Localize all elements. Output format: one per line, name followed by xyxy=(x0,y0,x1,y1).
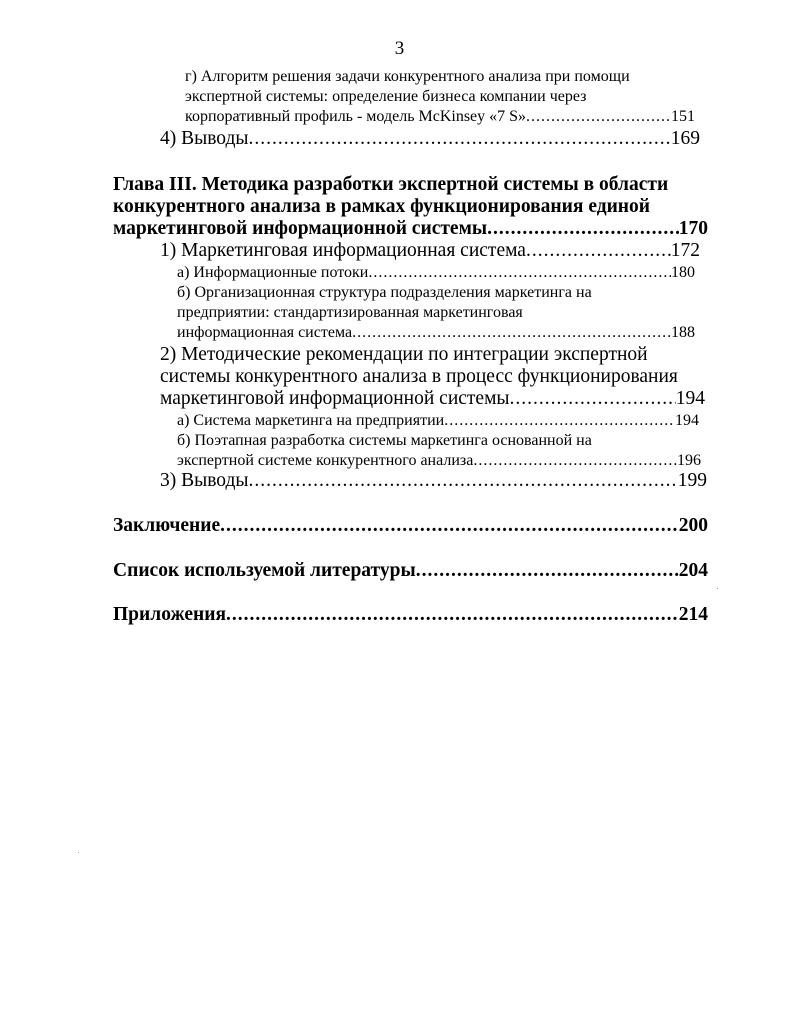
toc-ch3-s1[interactable] xyxy=(160,240,700,262)
toc-ch2-g-line1: г) Алгоритм решения задачи конкурентного анализа при помощи xyxy=(185,68,630,85)
toc-page-number: 170 xyxy=(678,218,708,239)
toc-page-number: 200 xyxy=(678,515,708,536)
toc-entry-title: 3) Выводы xyxy=(160,470,249,491)
toc-entry-title: а) Информационные потоки xyxy=(177,264,369,281)
toc-leader-dots xyxy=(352,323,671,342)
toc-entry-title: а) Система маркетинга на предприятии xyxy=(177,412,445,429)
toc-ch3-heading-entry[interactable] xyxy=(113,218,708,240)
toc-ch3-s1-b-line2: предприятии: стандартизированная маркетинговая xyxy=(177,304,523,321)
toc-ch3-heading-line3: маркетинговой информационной системы xyxy=(113,218,488,239)
toc-ch2-g-line2: экспертной системы: определение бизнеса компании через xyxy=(185,88,587,105)
toc-entry-title: 1) Маркетинговая информационная система xyxy=(160,240,526,261)
toc-leader-dots xyxy=(249,470,678,492)
toc-leader-dots xyxy=(526,240,671,262)
toc-ch3-s2-b-entry[interactable] xyxy=(177,451,701,470)
toc-entry-title: Список используемой литературы xyxy=(113,560,416,581)
toc-appendices[interactable] xyxy=(113,604,708,626)
toc-ch3-s2-entry[interactable] xyxy=(160,388,705,410)
toc-leader-dots xyxy=(526,107,671,126)
toc-ch3-s2-b-line1: б) Поэтапная разработка системы маркетинга основанной на xyxy=(177,432,592,449)
toc-leader-dots xyxy=(487,218,679,240)
toc-page-number: 214 xyxy=(678,604,708,625)
toc-page-number: 196 xyxy=(677,452,701,469)
toc-entry-title: Приложения xyxy=(113,604,227,625)
toc-leader-dots xyxy=(473,451,677,470)
toc-leader-dots xyxy=(444,411,675,430)
toc-entry-title: Заключение xyxy=(113,515,221,536)
toc-ch3-conclusions[interactable] xyxy=(160,470,707,492)
toc-ch3-s2-b-line2: экспертной системе конкурентного анализа xyxy=(177,452,474,469)
toc-page-number: 194 xyxy=(675,412,699,429)
toc-page-number: 188 xyxy=(671,324,695,341)
toc-leader-dots xyxy=(510,388,676,410)
toc-leader-dots xyxy=(368,263,671,282)
toc-page-number: 194 xyxy=(675,388,705,409)
toc-ch3-s1-a[interactable] xyxy=(177,263,695,282)
toc-leader-dots xyxy=(249,128,671,150)
toc-ch3-heading-line1: Глава III. Методика разработки экспертной системы в области xyxy=(113,174,669,195)
toc-ch3-s2-line1: 2) Методические рекомендации по интеграции экспертной xyxy=(160,344,648,365)
toc-ch2-g-entry[interactable] xyxy=(185,107,695,126)
toc-ch3-s2-line2: системы конкурентного анализа в процесс функционирования xyxy=(160,366,678,387)
toc-page-number: 204 xyxy=(678,560,708,581)
toc-page-number: 169 xyxy=(670,128,700,149)
toc-page-number: 199 xyxy=(677,470,707,491)
toc-ch2-conclusions[interactable] xyxy=(160,128,700,150)
toc-references[interactable] xyxy=(113,560,708,582)
page-number: 3 xyxy=(394,38,405,59)
toc-ch3-s1-b-line3: информационная система xyxy=(177,324,353,341)
toc-ch3-s2-a[interactable] xyxy=(177,411,699,430)
toc-ch3-s1-b-line1: б) Организационная структура подразделения маркетинга на xyxy=(177,284,592,301)
scan-speck xyxy=(78,852,79,853)
scan-speck xyxy=(717,588,718,589)
toc-conclusion[interactable] xyxy=(113,515,708,537)
toc-leader-dots xyxy=(416,560,679,582)
toc-page-number: 172 xyxy=(670,240,700,261)
toc-ch3-s2-line3: маркетинговой информационной системы xyxy=(160,388,510,409)
toc-entry-title: 4) Выводы xyxy=(160,128,249,149)
toc-page-number: 180 xyxy=(671,264,695,281)
toc-page-number: 151 xyxy=(671,108,695,125)
toc-ch2-g-line3: корпоративный профиль - модель McKinsey «7 S» xyxy=(185,108,527,125)
toc-ch3-heading-line2: конкурентного анализа в рамках функционирования единой xyxy=(113,196,651,217)
toc-ch3-s1-b-entry[interactable] xyxy=(177,323,695,342)
toc-leader-dots xyxy=(226,604,679,626)
toc-leader-dots xyxy=(220,515,679,537)
